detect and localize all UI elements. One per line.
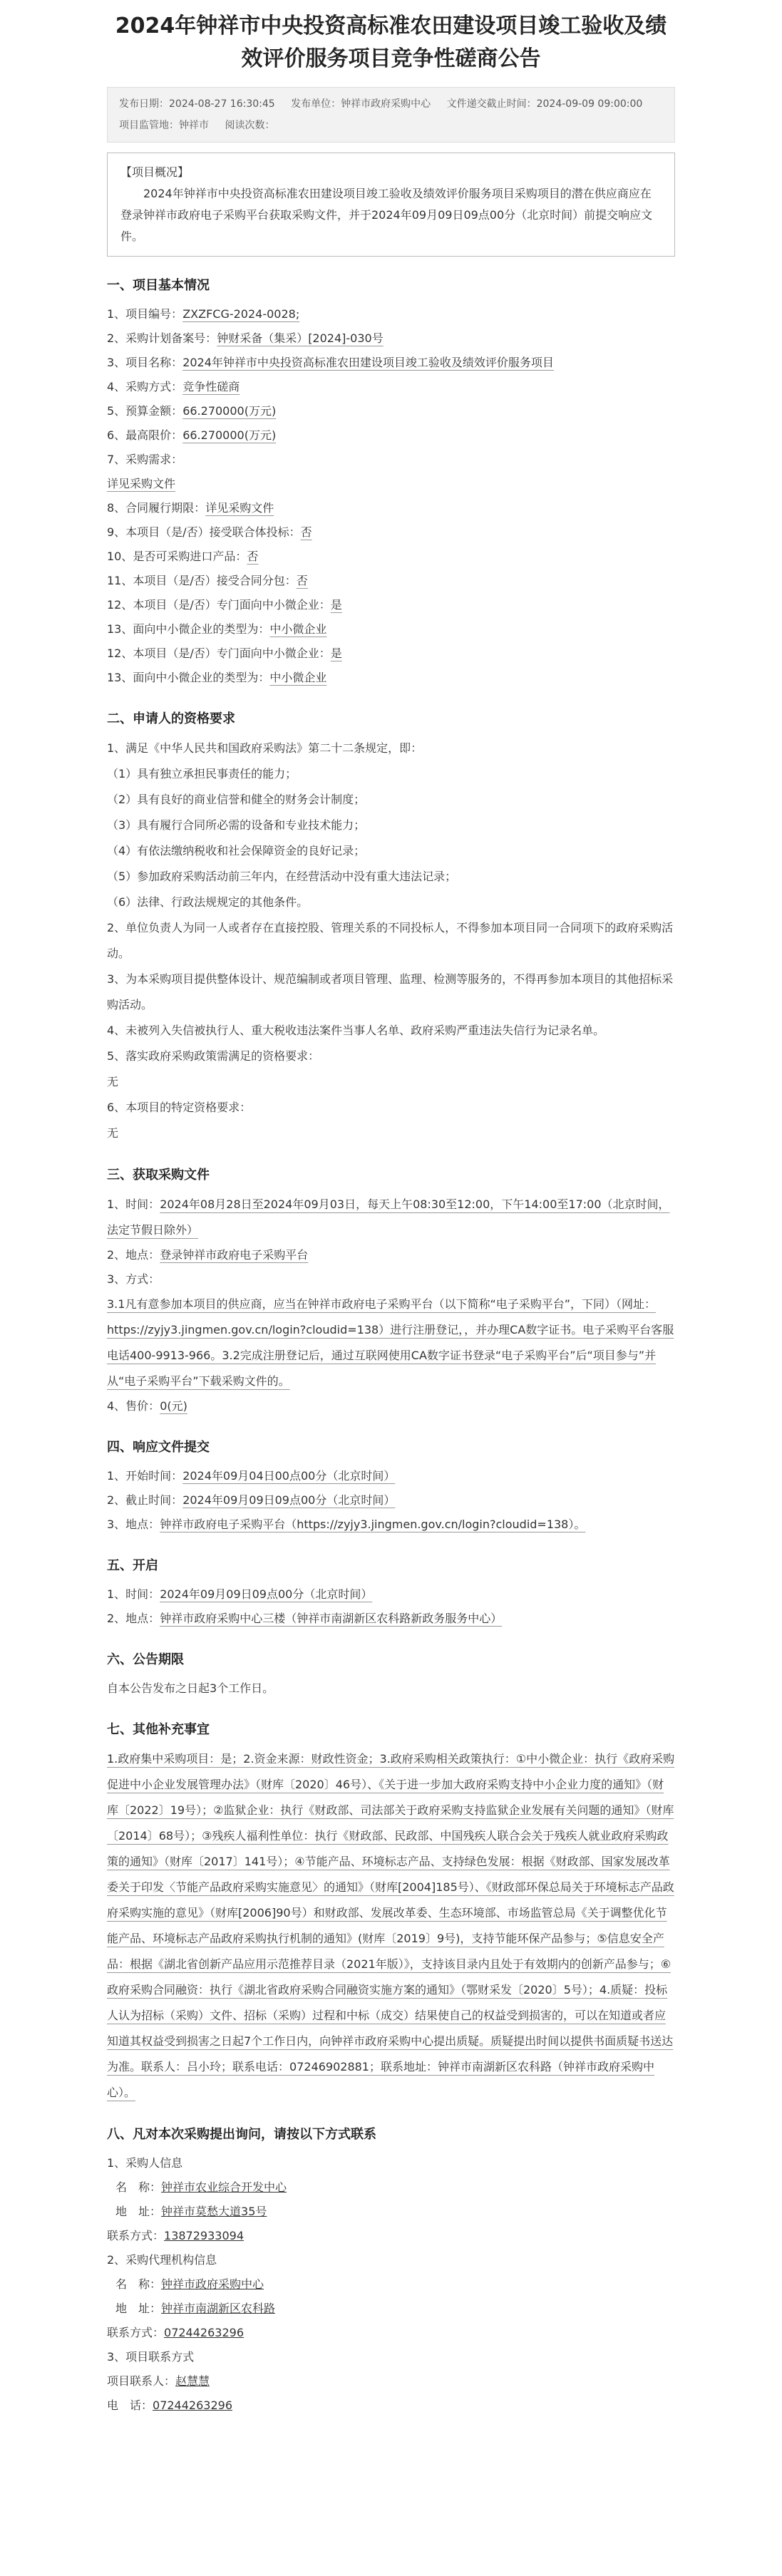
qualification-list	[107, 736, 675, 1146]
section-heading: 一、项目基本情况	[107, 278, 210, 293]
buyer-name-label: 名 称：	[115, 2180, 162, 2194]
buyer-title: 1、采购人信息	[107, 2156, 183, 2170]
item-label: 5、预算金额：	[107, 404, 183, 418]
method-text: 3.1凡有意参加本项目的供应商，应当在钟祥市政府电子采购平台（以下简称“电子采购平台”，下同）（网址：https://zyjy3.jingmen.gov.cn/login?cloudid=138）进行注册登记，，并办理CA数字证书。电子采购平台客服电话400-9913-966。3.2完成注册登记后，通过互联网使用CA数字证书登录“电子采购平台”后“项目参与”并从“电子采购平台”下载采购文件的。	[107, 1297, 674, 1388]
place-value: 钟祥市政府采购中心三楼（钟祥市南湖新区农科路新政务服务中心）	[160, 1612, 503, 1625]
project-tel-label: 电 话：	[107, 2399, 153, 2412]
basic-info-item	[107, 423, 675, 448]
basic-info-item	[107, 642, 675, 666]
overview-text: 2024年钟祥市中央投资高标准农田建设项目竣工验收及绩效评价服务项目采购项目的潜在供应商应在登录钟祥市政府电子采购平台获取采购文件，并于2024年09月09日09点00分（北京时间）前提交响应文件。	[120, 187, 653, 243]
qualification-line: 1、满足《中华人民共和国政府采购法》第二十二条规定，即：	[107, 741, 423, 755]
basic-info-item	[107, 375, 675, 399]
basic-info-item	[107, 617, 675, 642]
item-value: 详见采购文件	[205, 501, 274, 515]
section-opening	[107, 1555, 675, 1631]
item-label: 13、面向中小微企业的类型为：	[107, 671, 270, 684]
project-contact-title: 3、项目联系方式	[107, 2350, 195, 2364]
section-basic-info	[107, 275, 675, 690]
qualification-line: （4）有依法缴纳税收和社会保障资金的良好记录；	[107, 844, 366, 857]
time-value: 2024年09月09日09点00分（北京时间）	[160, 1587, 373, 1601]
item-value: 中小微企业	[269, 622, 327, 636]
item-label: 1、项目编号：	[107, 307, 183, 321]
start-value: 2024年09月04日00点00分（北京时间）	[182, 1469, 396, 1483]
item-label: 10、是否可采购进口产品：	[107, 550, 247, 563]
item-label: 3、项目名称：	[107, 356, 183, 369]
section-heading: 五、开启	[107, 1558, 158, 1573]
basic-info-item	[107, 520, 675, 545]
section-notice-period	[107, 1649, 675, 1701]
overview-heading: 【项目概况】	[120, 165, 190, 179]
qualification-line: （5）参加政府采购活动前三年内，在经营活动中没有重大违法记录；	[107, 870, 457, 883]
basic-info-item	[107, 545, 675, 569]
views: 阅读次数：	[225, 120, 275, 131]
place-link[interactable]: 登录钟祥市政府电子采购平台	[160, 1248, 309, 1262]
qualification-line: 3、为本采购项目提供整体设计、规范编制或者项目管理、监理、检测等服务的，不得再参加本项目的其他招标采购活动。	[107, 972, 674, 1011]
price-value: 0(元)	[160, 1399, 187, 1413]
basic-info-list	[107, 302, 675, 690]
platform-link[interactable]: 钟祥市政府电子采购平台（https://zyjy3.jingmen.gov.cn/login?cloudid=138）。	[160, 1518, 586, 1531]
agent-name-label: 名 称：	[115, 2277, 162, 2291]
notice-period-text: 自本公告发布之日起3个工作日。	[107, 1681, 274, 1695]
end-label: 2、截止时间：	[107, 1493, 183, 1507]
section-heading: 三、获取采购文件	[107, 1168, 210, 1183]
section-obtain-docs	[107, 1165, 675, 1418]
section-heading: 二、申请人的资格要求	[107, 711, 235, 726]
agent-tel: 07244263296	[164, 2326, 244, 2339]
other-matters-text: 1.政府集中采购项目：是；2.资金来源：财政性资金；3.政府采购相关政策执行：①中小微企业：执行《政府采购促进中小企业发展管理办法》（财库〔2020〕46号）、《关于进一步加大政府采购支持中小企业力度的通知》（财库〔2022〕19号）；②监狱企业：执行《财政部、司法部关于政府采购支持监狱企业发展有关问题的通知》（财库〔2014〕68号）；③残疾人福利性单位：执行《财政部、民政部、中国残疾人联合会关于残疾人就业政府采购政策的通知》（财库〔2017〕141号）；④节能产品、环境标志产品、支持绿色发展：根据《财政部、国家发展改革委关于印发〈节能产品政府采购实施意见〉的通知》（财库[2004]185号）、《财政部环保总局关于环境标志产品政府采购实施的意见》（财库[2006]90号）和财政部、发展改革委、生态环境部、市场监管总局《关于调整优化节能产品、环境标志产品政府采购执行机制的通知》(财库〔2019〕9号)，支持节能环保产品参与；⑤信息安全产品：根据《湖北省创新产品应用示范推荐目录（2021年版）》，支持该目录内且处于有效期内的创新产品参与；⑥政府采购合同融资：执行《湖北省政府采购合同融资实施方案的通知》（鄂财采发〔2020〕5号）；4.质疑：投标人认为招标（采购）文件、招标（采购）过程和中标（成交）结果使自己的权益受到损害的，可以在知道或者应知道其权益受到损害之日起7个工作日内，向钟祥市政府采购中心提出质疑。质疑提出时间以提供书面质疑书送达为准。联系人：吕小玲；联系电话：07246902881；联系地址：钟祥市南湖新区农科路（钟祥市政府采购中心）。	[107, 1752, 675, 2099]
item-label: 7、采购需求：	[107, 453, 183, 466]
basic-info-item	[107, 326, 675, 351]
price-label: 4、售价：	[107, 1399, 160, 1413]
section-contacts	[107, 2124, 675, 2418]
item-label: 2、采购计划备案号：	[107, 331, 217, 345]
item-value: 是	[330, 646, 342, 660]
item-value: 2024年钟祥市中央投资高标准农田建设项目竣工验收及绩效评价服务项目	[182, 356, 554, 369]
buyer-addr-label: 地 址：	[115, 2205, 162, 2218]
basic-info-item	[107, 593, 675, 617]
item-label: 12、本项目（是/否）专门面向中小微企业：	[107, 646, 331, 660]
qualification-line: 4、未被列入失信被执行人、重大税收违法案件当事人名单、政府采购严重违法失信行为记录名单。	[107, 1024, 605, 1037]
item-label: 11、本项目（是/否）接受合同分包：	[107, 574, 297, 587]
buyer-tel-label: 联系方式：	[107, 2229, 165, 2242]
qualification-line: 5、落实政府采购政策需满足的资格要求：	[107, 1049, 320, 1063]
item-value: 中小微企业	[269, 671, 327, 684]
basic-info-item	[107, 472, 675, 496]
basic-info-item	[107, 302, 675, 326]
end-value: 2024年09月09日09点00分（北京时间）	[182, 1493, 396, 1507]
item-value: 66.270000(万元)	[182, 404, 277, 418]
basic-info-item	[107, 351, 675, 375]
publisher: 发布单位：钟祥市政府采购中心	[291, 98, 431, 110]
qualification-line: 无	[107, 1126, 119, 1140]
item-value: 钟财采备（集采）[2024]-030号	[217, 331, 384, 345]
method-label: 3、方式：	[107, 1272, 160, 1286]
item-value: 否	[300, 525, 312, 539]
time-label: 1、时间：	[107, 1587, 160, 1601]
item-value: ZXZFCG-2024-0028;	[182, 307, 300, 321]
qualification-line: 2、单位负责人为同一人或者存在直接控股、管理关系的不同投标人，不得参加本项目同一合同项下的政府采购活动。	[107, 921, 674, 960]
buyer-tel: 13872933094	[164, 2229, 244, 2242]
basic-info-item	[107, 496, 675, 520]
item-value: 否	[247, 550, 259, 563]
agent-name: 钟祥市政府采购中心	[161, 2277, 264, 2291]
section-other-matters	[107, 1719, 675, 2106]
item-value: 否	[296, 574, 308, 587]
item-label: 13、面向中小微企业的类型为：	[107, 622, 270, 636]
start-label: 1、开始时间：	[107, 1469, 183, 1483]
project-person-label: 项目联系人：	[107, 2374, 176, 2388]
section-heading: 七、其他补充事宜	[107, 1722, 210, 1737]
basic-info-item	[107, 666, 675, 690]
section-heading: 四、响应文件提交	[107, 1440, 210, 1455]
qualification-line: （2）具有良好的商业信誉和健全的财务会计制度；	[107, 793, 366, 806]
page-title: 2024年钟祥市中央投资高标准农田建设项目竣工验收及绩效评价服务项目竞争性磋商公告	[115, 14, 667, 71]
item-label: 4、采购方式：	[107, 380, 183, 393]
item-value: 详见采购文件	[107, 477, 176, 490]
buyer-address: 钟祥市莫愁大道35号	[161, 2205, 267, 2218]
agent-tel-label: 联系方式：	[107, 2326, 165, 2339]
project-person: 赵慧慧	[175, 2374, 210, 2388]
place-label: 2、地点：	[107, 1612, 160, 1625]
section-heading: 六、公告期限	[107, 1652, 184, 1667]
agent-addr-label: 地 址：	[115, 2302, 162, 2315]
qualification-line: （1）具有独立承担民事责任的能力；	[107, 767, 297, 780]
supervisor: 项目监管地：钟祥市	[119, 120, 209, 131]
basic-info-item	[107, 399, 675, 423]
item-label: 9、本项目（是/否）接受联合体投标：	[107, 525, 301, 539]
buyer-name: 钟祥市农业综合开发中心	[161, 2180, 287, 2194]
item-value: 66.270000(万元)	[182, 428, 277, 442]
project-overview	[107, 153, 675, 257]
section-submission	[107, 1437, 675, 1537]
qualification-line: （3）具有履行合同所必需的设备和专业技术能力；	[107, 818, 366, 832]
qualification-line: 无	[107, 1075, 119, 1088]
time-value: 2024年08月28日至2024年09月03日，每天上午08:30至12:00，下午14:00至17:00（北京时间，法定节假日除外）	[107, 1197, 670, 1237]
basic-info-item	[107, 569, 675, 593]
project-tel: 07244263296	[153, 2399, 232, 2412]
meta-bar	[107, 87, 675, 143]
qualification-line: （6）法律、行政法规规定的其他条件。	[107, 895, 309, 909]
item-label: 12、本项目（是/否）专门面向中小微企业：	[107, 598, 331, 612]
item-value: 是	[330, 598, 342, 612]
item-value: 竞争性磋商	[182, 380, 240, 393]
item-label: 6、最高限价：	[107, 428, 183, 442]
section-heading: 八、凡对本次采购提出询问，请按以下方式联系	[107, 2127, 376, 2142]
basic-info-item	[107, 448, 675, 472]
qualification-line: 6、本项目的特定资格要求：	[107, 1101, 252, 1114]
agent-address: 钟祥市南湖新区农科路	[161, 2302, 276, 2315]
place-label: 3、地点：	[107, 1518, 160, 1531]
section-qualifications	[107, 709, 675, 1146]
place-label: 2、地点：	[107, 1248, 160, 1262]
time-label: 1、时间：	[107, 1197, 160, 1211]
agent-title: 2、采购代理机构信息	[107, 2253, 217, 2267]
publish-time: 发布日期：2024-08-27 16:30:45	[119, 98, 275, 110]
item-label: 8、合同履行期限：	[107, 501, 206, 515]
deadline: 文件递交截止时间：2024-09-09 09:00:00	[446, 98, 643, 110]
